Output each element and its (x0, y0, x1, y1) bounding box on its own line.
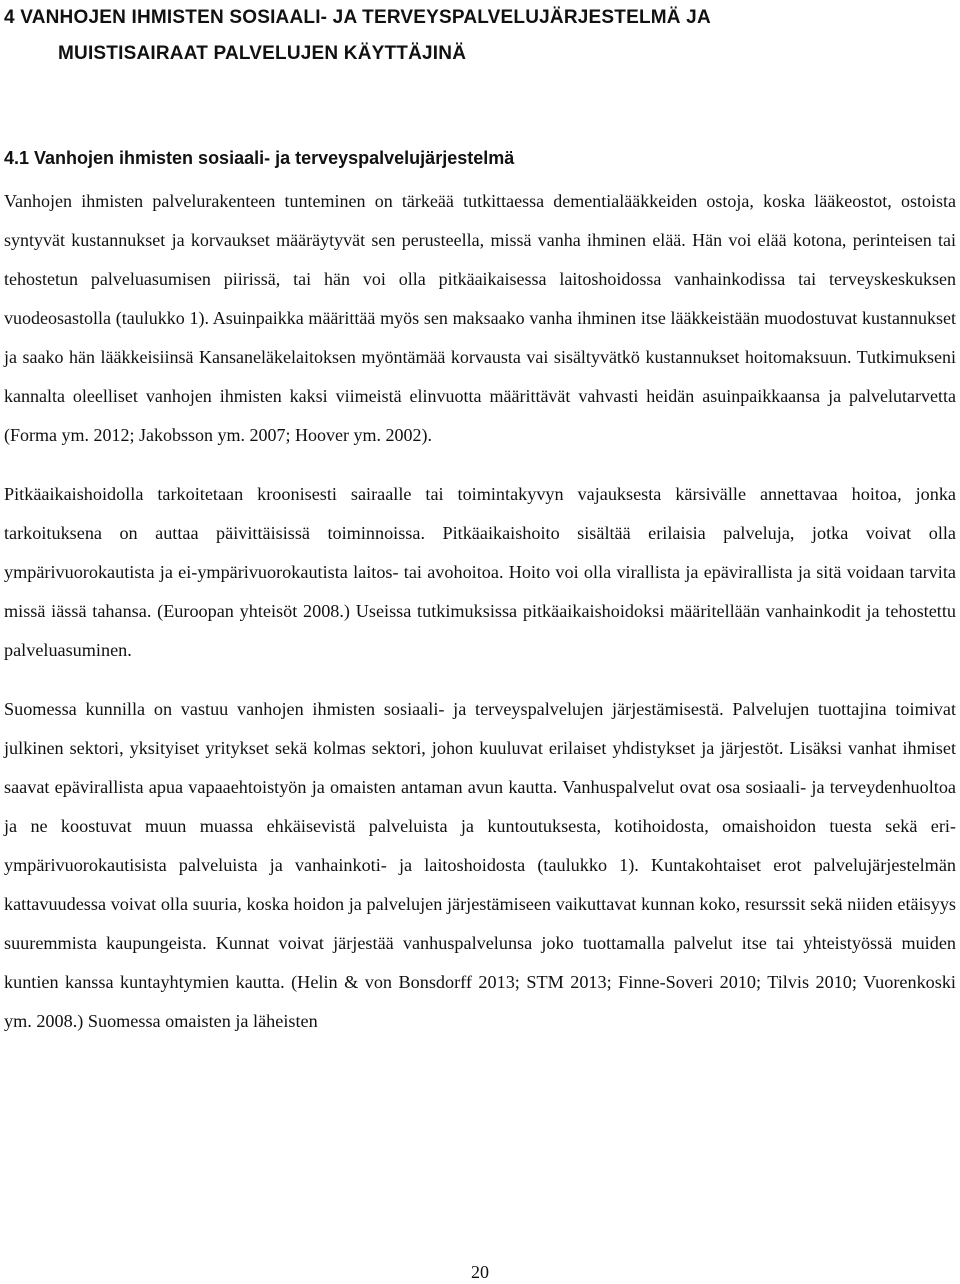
chapter-title-line-1: 4 VANHOJEN IHMISTEN SOSIAALI- JA TERVEYSPALVELUJÄRJESTELMÄ JA (4, 7, 711, 28)
chapter-title-line-2: MUISTISAIRAAT PALVELUJEN KÄYTTÄJINÄ (58, 43, 467, 64)
paragraph: Vanhojen ihmisten palvelurakenteen tunteminen on tärkeää tutkittaessa dementialääkkeiden ostoja, koska lääkeostot, ostoista syntyvät kustannukset ja korvaukset määräytyvät sen perusteella, missä vanha ihminen elää. Hän voi elää kotona, perinteisen tai tehostetun palveluasumisen piirissä, tai hän voi olla pitkäaikaisessa laitoshoidossa vanhainkodissa tai terveyskeskuksen vuodeosastolla (taulukko 1). Asuinpaikka määrittää myös sen maksaako vanha ihminen itse lääkkeistään muodostuvat kustannukset ja saako hän lääkkeisiinsä Kansaneläkelaitoksen myöntämää korvausta vai sisältyvätkö kustannukset hoitomaksuun. Tutkimukseni kannalta oleelliset vanhojen ihmisten kaksi viimeistä elinvuotta määrittävät vahvasti heidän asuinpaikkaansa ja palvelutarvetta (Forma ym. 2012; Jakobsson ym. 2007; Hoover ym. 2002). (4, 191, 956, 445)
chapter-title (4, 0, 956, 72)
section-title: 4.1 Vanhojen ihmisten sosiaali- ja terveyspalvelujärjestelmä (4, 148, 515, 168)
paragraph: Suomessa kunnilla on vastuu vanhojen ihmisten sosiaali- ja terveyspalvelujen järjestämisestä. Palvelujen tuottajina toimivat julkinen sektori, yksityiset yritykset sekä kolmas sektori, johon kuuluvat erilaiset yhdistykset ja järjestöt. Lisäksi vanhat ihmiset saavat epävirallista apua vapaaehtoistyön ja omaisten antaman avun kautta. Vanhuspalvelut ovat osa sosiaali- ja terveydenhuoltoa ja ne koostuvat muun muassa ehkäisevistä palveluista ja kuntoutuksesta, kotihoidosta, omaishoidon tuesta sekä eri-ympärivuorokautisista palveluista ja vanhainkoti- ja laitoshoidosta (taulukko 1). Kuntakohtaiset erot palvelujärjestelmän kattavuudessa voivat olla suuria, koska hoidon ja palvelujen järjestämiseen vaikuttavat kunnan koko, resurssit sekä niiden etäisyys suuremmista kaupungeista. Kunnat voivat järjestää vanhuspalvelunsa joko tuottamalla palvelut itse tai yhteistyössä muiden kuntien kanssa kuntayhtymien kautta. (Helin & von Bonsdorff 2013; STM 2013; Finne-Soveri 2010; Tilvis 2010; Vuorenkoski ym. 2008.) Suomessa omaisten ja läheisten (4, 699, 956, 1031)
page-number: 20 (471, 1262, 489, 1282)
paragraph: Pitkäaikaishoidolla tarkoitetaan kroonisesti sairaalle tai toimintakyvyn vajauksesta kärsivälle annettavaa hoitoa, jonka tarkoituksena on auttaa päivittäisissä toiminnoissa. Pitkäaikaishoito sisältää erilaisia palveluja, jotka voivat olla ympärivuorokautista ja ei-ympärivuorokautista laitos- tai avohoitoa. Hoito voi olla virallista ja epävirallista ja sitä voidaan tarvita missä iässä tahansa. (Euroopan yhteisöt 2008.) Useissa tutkimuksissa pitkäaikaishoidoksi määritellään vanhainkodit ja tehostettu palveluasuminen. (4, 484, 956, 660)
document-page (4, 0, 956, 1041)
